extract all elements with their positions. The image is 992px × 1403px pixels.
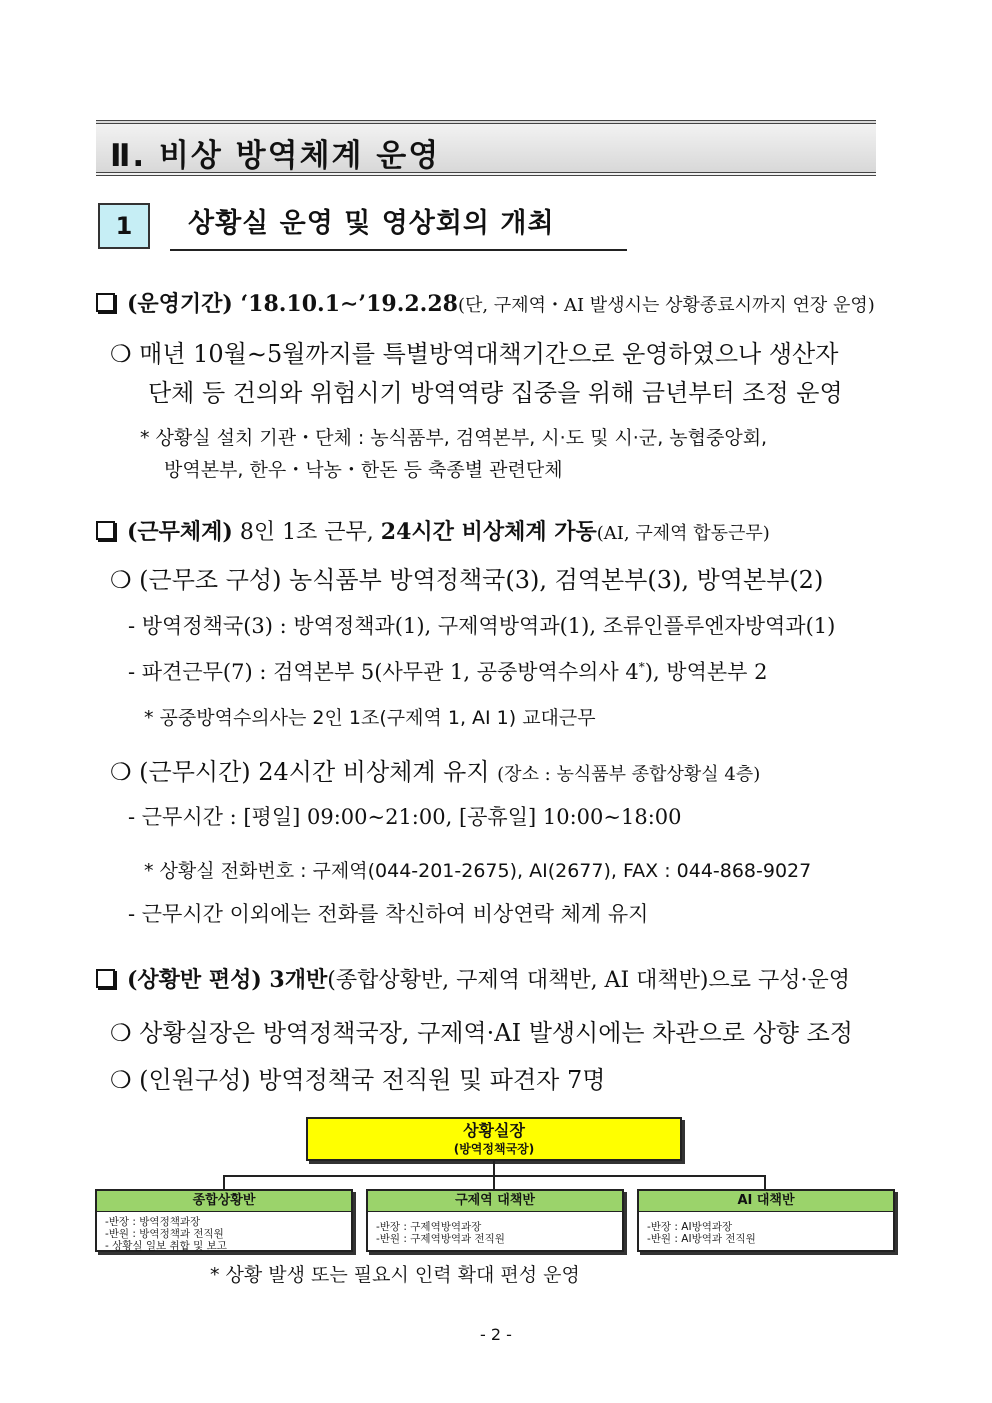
square-bullet-icon (96, 521, 115, 540)
square-bullet-icon (96, 969, 115, 988)
item3-bullet: (상황반 편성) 3개반(종합상황반, 구제역 대책반, AI 대책반)으로 구성·운영 (96, 963, 850, 994)
org-connector (223, 1175, 225, 1189)
org-connector (493, 1175, 495, 1189)
item1-sub-line2: 단체 등 건의와 위험시기 방역역량 집중을 위해 금년부터 조정 운영 (148, 379, 843, 407)
org-chart-head (306, 1117, 682, 1161)
square-bullet-icon (96, 293, 115, 312)
team-name: 종합상황반 (97, 1191, 351, 1212)
subsection-number: 1 (98, 203, 150, 249)
item3-sub1: ❍ 상황실장은 방역정책국장, 구제역·AI 발생시에는 차관으로 상향 조정 (110, 1019, 853, 1047)
item3-sub2: ❍ (인원구성) 방역정책국 전직원 및 파견자 7명 (110, 1066, 606, 1094)
circle-bullet-icon: ❍ (110, 1019, 132, 1047)
org-connector (493, 1161, 495, 1176)
section-title: Ⅱ. 비상 방역체계 운영 (110, 138, 441, 174)
circle-bullet-icon: ❍ (110, 340, 132, 368)
item2-sub2: ❍ (근무시간) 24시간 비상체계 유지 (장소 : 농식품부 종합상황실 4층) (110, 758, 761, 786)
item2-sub2-dash2: - 근무시간 이외에는 전화를 착신하여 비상연락 체계 유지 (128, 902, 649, 926)
circle-bullet-icon: ❍ (110, 566, 132, 594)
item2-sub2-note: * 상황실 전화번호 : 구제역(044-201-2675), AI(2677), FAX : 044-868-9027 (144, 860, 812, 882)
team-name: AI 대책반 (639, 1191, 893, 1212)
item2-sub1-note: * 공중방역수의사는 2인 1조(구제역 1, AI 1) 교대근무 (144, 707, 596, 729)
item1-note-line1: * 상황실 설치 기관・단체 : 농식품부, 검역본부, 시·도 및 시·군, 농협중앙회, (140, 427, 768, 449)
subsection-title: 상황실 운영 및 영상회의 개최 (170, 205, 627, 251)
item1-bold: (운영기간) ‘18.10.1∼’19.2.28 (127, 291, 458, 317)
item1-note-line2: 방역본부, 한우・낙농・한돈 등 축종별 관련단체 (164, 459, 563, 481)
item2-sub2-dash1: - 근무시간 : [평일] 09:00∼21:00, [공휴일] 10:00∼18:00 (128, 805, 682, 829)
page-number: - 2 - (480, 1325, 512, 1344)
org-footnote: * 상황 발생 또는 필요시 인력 확대 편성 운영 (210, 1264, 580, 1286)
org-team-general: 종합상황반 -반장 : 방역정책과장 -반원 : 방역정책과 전직원 - 상황실 일보 취합 및 보고 (95, 1189, 353, 1252)
item1-bullet (96, 287, 875, 318)
item2-bullet: (근무체계) 8인 1조 근무, 24시간 비상체계 가동(AI, 구제역 합동근무) (96, 515, 770, 546)
org-team-ai: AI 대책반 -반장 : AI방역과장 -반원 : AI방역과 전직원 (637, 1189, 895, 1252)
item2-sub1-dash1: - 방역정책국(3) : 방역정책과(1), 구제역방역과(1), 조류인플루엔자방역과(1) (128, 614, 836, 638)
org-head-sub: (방역정책국장) (453, 1142, 535, 1156)
item1-sub-line1: ❍ 매년 10월∼5월까지를 특별방역대책기간으로 운영하였으나 생산자 (110, 340, 839, 368)
org-head-title: 상황실장 (463, 1121, 525, 1140)
section-header-bar (96, 120, 876, 176)
item2-sub1: ❍ (근무조 구성) 농식품부 방역정책국(3), 검역본부(3), 방역본부(2) (110, 566, 824, 594)
team-name: 구제역 대책반 (368, 1191, 622, 1212)
item2-sub1-dash2: - 파견근무(7) : 검역본부 5(사무관 1, 공중방역수의사 4*), 방역본부 2 (128, 660, 768, 684)
org-team-fmd: 구제역 대책반 -반장 : 구제역방역과장 -반원 : 구제역방역과 전직원 (366, 1189, 624, 1252)
org-connector (764, 1175, 766, 1189)
circle-bullet-icon: ❍ (110, 758, 132, 786)
circle-bullet-icon: ❍ (110, 1066, 132, 1094)
item1-rest: (단, 구제역・AI 발생시는 상황종료시까지 연장 운영) (457, 295, 875, 316)
